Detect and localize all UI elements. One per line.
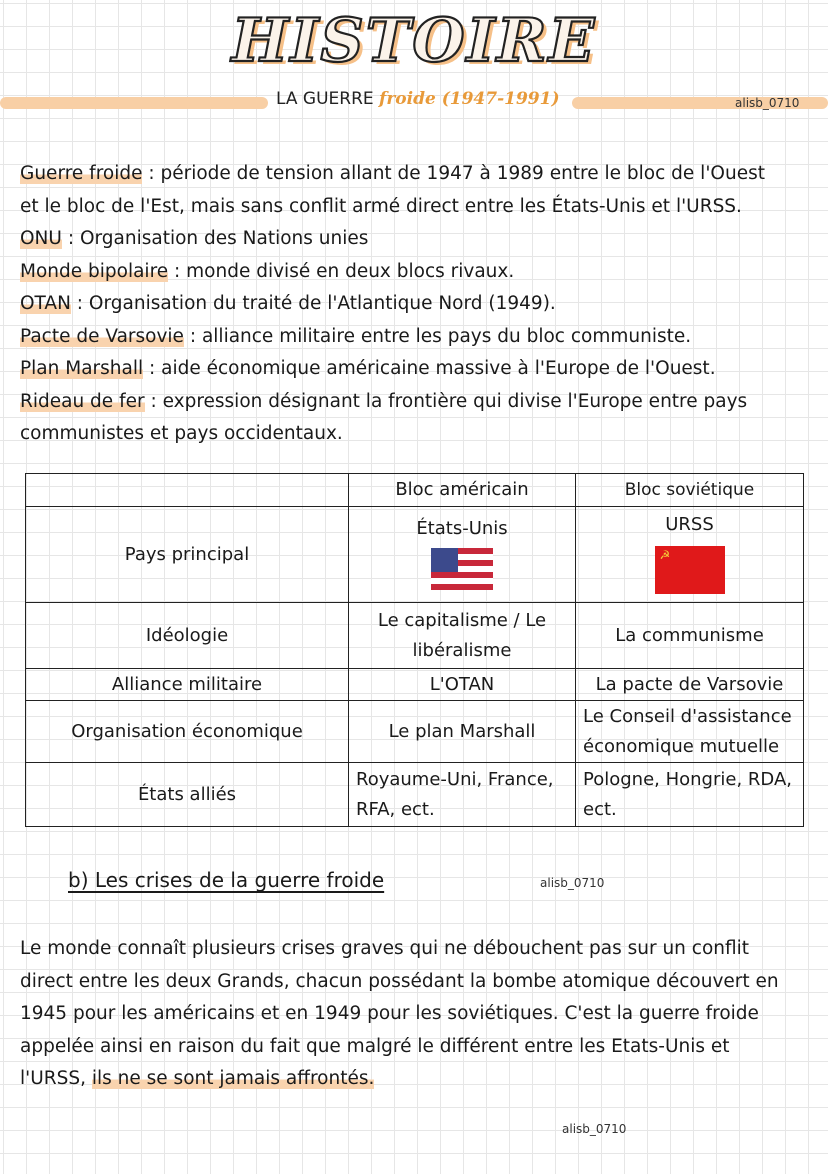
definition-term: Guerre froide (20, 163, 143, 184)
table-row (26, 507, 804, 603)
cell-soviet: Pologne, Hongrie, RDA, ect. (576, 763, 804, 827)
author-handle-middle: alisb_0710 (540, 876, 605, 890)
definition-line (20, 223, 810, 256)
definition-line (20, 191, 810, 224)
ussr-flag-icon: ☭ (655, 546, 725, 594)
row-label: Pays principal (26, 507, 349, 603)
table-row (26, 603, 804, 669)
definition-text: : Organisation des Nations unies (61, 228, 369, 249)
paragraph-text: l'URSS, (20, 1068, 92, 1089)
author-handle-top: alisb_0710 (735, 96, 800, 110)
definition-text: : Organisation du traité de l'Atlantique Nord (1949). (70, 293, 556, 314)
definition-line (20, 256, 810, 289)
cell-soviet-text: URSS (665, 513, 714, 535)
table-row (26, 669, 804, 701)
section-title: b) Les crises de la guerre froide (68, 868, 385, 892)
definition-text: communistes et pays occidentaux. (20, 423, 343, 444)
bloc-comparison-table (25, 473, 804, 827)
paragraph-line: direct entre les deux Grands, chacun possédant la bombe atomique découvert en (20, 970, 779, 992)
paragraph-line: 1945 pour les américains et en 1949 pour les soviétiques. C'est la guerre froide (20, 1003, 759, 1024)
paragraph-highlight: ils ne se sont jamais affrontés. (91, 1068, 375, 1089)
table-header-row (26, 474, 804, 507)
definition-term: Monde bipolaire (20, 260, 169, 282)
definition-line (20, 418, 810, 451)
table-header-empty (26, 474, 349, 507)
page-subtitle (276, 89, 576, 109)
cell-american-text: États-Unis (416, 517, 508, 539)
us-flag-icon (431, 548, 493, 590)
definition-text: : expression désignant la frontière qui divise l'Europe entre pays (144, 390, 748, 412)
cell-american: Royaume-Uni, France, RFA, ect. (349, 763, 576, 827)
row-label: Idéologie (26, 603, 349, 669)
definition-term: Pacte de Varsovie (20, 325, 184, 347)
definition-text: : alliance militaire entre les pays du bloc communiste. (183, 325, 692, 347)
subtitle-prefix: LA GUERRE (276, 89, 374, 109)
definition-line (20, 321, 810, 354)
paragraph-line (20, 1063, 815, 1096)
definition-term: OTAN (20, 293, 71, 314)
definition-term: ONU (20, 228, 62, 249)
table-header-soviet: Bloc soviétique (576, 474, 804, 507)
definition-text: : monde divisé en deux blocs rivaux. (168, 260, 515, 282)
table-row (26, 763, 804, 827)
definition-line (20, 386, 810, 419)
definition-line (20, 158, 810, 191)
cell-american: Le plan Marshall (349, 701, 576, 763)
cell-soviet (576, 507, 804, 603)
cell-american: L'OTAN (349, 669, 576, 701)
definitions-list (20, 158, 810, 451)
definition-text: : période de tension allant de 1947 à 1989 entre le bloc de l'Ouest (142, 163, 765, 184)
cell-soviet: La communisme (576, 603, 804, 669)
definition-term: Rideau de fer (20, 390, 145, 412)
row-label: États alliés (26, 763, 349, 827)
page-title: HISTOIRE (231, 6, 597, 76)
author-handle-bottom: alisb_0710 (562, 1122, 627, 1136)
cell-american (349, 507, 576, 603)
header-band-left (0, 97, 268, 109)
definition-text: et le bloc de l'Est, mais sans conflit armé direct entre les États-Unis et l'URSS. (20, 195, 742, 217)
definition-text: : aide économique américaine massive à l'Europe de l'Ouest. (143, 358, 716, 379)
row-label: Organisation économique (26, 701, 349, 763)
cell-soviet: Le Conseil d'assistance économique mutuelle (576, 701, 804, 763)
table-header-american: Bloc américain (349, 474, 576, 507)
paragraph-line: Le monde connaît plusieurs crises graves qui ne débouchent pas sur un conflit (20, 938, 750, 959)
cell-american: Le capitalisme / Le libéralisme (349, 603, 576, 669)
section-paragraph (20, 933, 815, 1096)
table-row (26, 701, 804, 763)
paragraph-line: appelée ainsi en raison du fait que malgré le différent entre les Etats-Unis et (20, 1035, 730, 1057)
definition-line (20, 353, 810, 386)
cell-soviet: La pacte de Varsovie (576, 669, 804, 701)
definition-line (20, 288, 810, 321)
subtitle-highlight: froide (1947-1991) (379, 89, 560, 109)
definition-term: Plan Marshall (20, 358, 144, 379)
row-label: Alliance militaire (26, 669, 349, 701)
